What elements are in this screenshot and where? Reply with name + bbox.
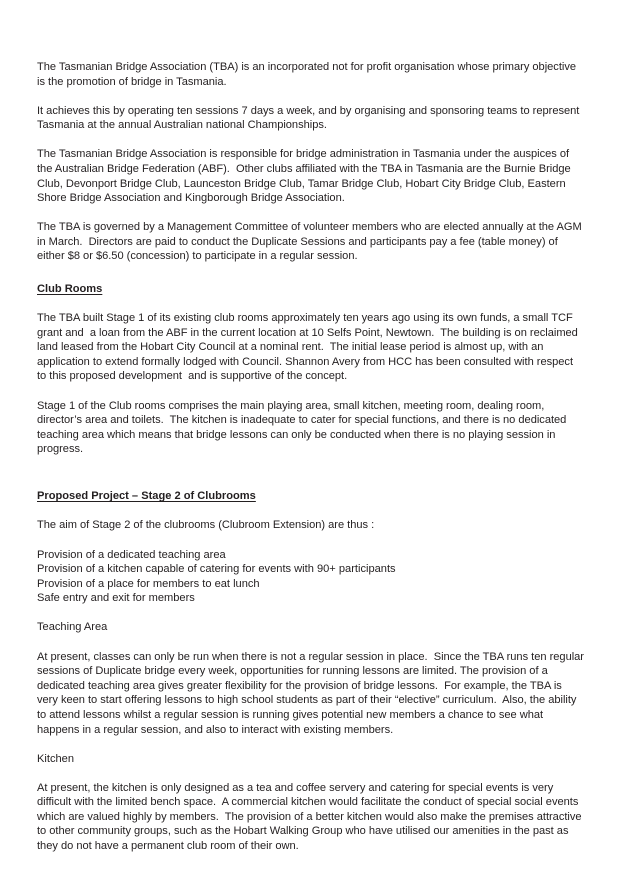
aims-list (37, 548, 585, 606)
paragraph-kitchen-body: At present, the kitchen is only designed as a tea and coffee servery and catering for special events is very difficult with the limited bench space. A commercial kitchen would facilitate the conduct of special social events which are valued highly by members. The provision of a better kitchen would also make the premises attractive to other community groups, such as the Hobart Walking Group who have utilised our amenities in the past as they do not have a permanent club room of their own. (37, 781, 585, 853)
paragraph-stage1-comprises: Stage 1 of the Club rooms comprises the main playing area, small kitchen, meeting room, dealing room, director’s area and toilets. The kitchen is inadequate to cater for special functions, and there is no dedicated teaching area which means that bridge lessons can only be conducted when there is no playing session in progress. (37, 399, 570, 456)
heading-proposed-project: Proposed Project – Stage 2 of Clubrooms (37, 489, 256, 502)
heading-club-rooms: Club Rooms (37, 282, 103, 295)
paragraph-teaching-body: At present, classes can only be run when there is not a regular session in place. Since the TBA runs ten regular sessions of Duplicate bridge every week, opportunities for running lessons are limited. The provision of a dedicated teaching area gives greater flexibility for the provision of bridge lessons. For example, the TBA is very keen to start offering lessons to high school students as part of their “elective” curriculum. Also, the ability to attend lessons whilst a regular session is running gives potential new members a chance to see what happens in a regular session, and also to interact with existing members. (37, 650, 588, 736)
paragraph-stage1-build: The TBA built Stage 1 of its existing club rooms approximately ten years ago using its own funds, a small TCF grant and a loan from the ABF in the current location at 10 Selfs Point, Newtown. The building is on reclaimed land leased from the Hobart City Council at a nominal rent. The initial lease period is almost up, with an application to extend formally lodged with Council. Shannon Avery from HCC has been consulted with respect to this proposed development and is supportive of the concept. (37, 312, 581, 383)
paragraph-governance: The TBA is governed by a Management Committee of volunteer members who are elected annually at the AGM in March. Directors are paid to conduct the Duplicate Sessions and participants pay a fee (table money) of either $8 or $6.50 (concession) to participate in a regular session. (37, 221, 585, 263)
document-body (37, 60, 588, 854)
list-item: Provision of a dedicated teaching area (37, 548, 226, 561)
paragraph-intro: The Tasmanian Bridge Association (TBA) is an incorporated not for profit organisation whose primary objective is the promotion of bridge in Tasmania. (37, 61, 580, 88)
paragraph-aim-intro: The aim of Stage 2 of the clubrooms (Clubroom Extension) are thus : (37, 519, 375, 532)
paragraph-sessions: It achieves this by operating ten sessions 7 days a week, and by organising and sponsoring teams to represent Tasmania at the annual Australian national Championships. (37, 104, 583, 132)
heading-club-rooms-wrap (37, 279, 585, 297)
list-item: Provision of a kitchen capable of catering for events with 90+ participants (37, 563, 396, 576)
section-spacer (37, 471, 585, 486)
subheading-teaching-area: Teaching Area (37, 621, 108, 634)
heading-proposed-project-wrap (37, 486, 585, 504)
subheading-kitchen: Kitchen (37, 752, 75, 765)
list-item: Provision of a place for members to eat lunch (37, 577, 260, 590)
paragraph-affiliation: The Tasmanian Bridge Association is responsible for bridge administration in Tasmania under the auspices of the Australian Bridge Federation (ABF). Other clubs affiliated with the TBA in Tasmania are the Burnie Bridge Club, Devonport Bridge Club, Launceston Bridge Club, Tamar Bridge Club, Hobart City Bridge Club, Eastern Shore Bridge Association and Kingborough Bridge Association. (37, 148, 574, 205)
list-item: Safe entry and exit for members (37, 592, 195, 605)
